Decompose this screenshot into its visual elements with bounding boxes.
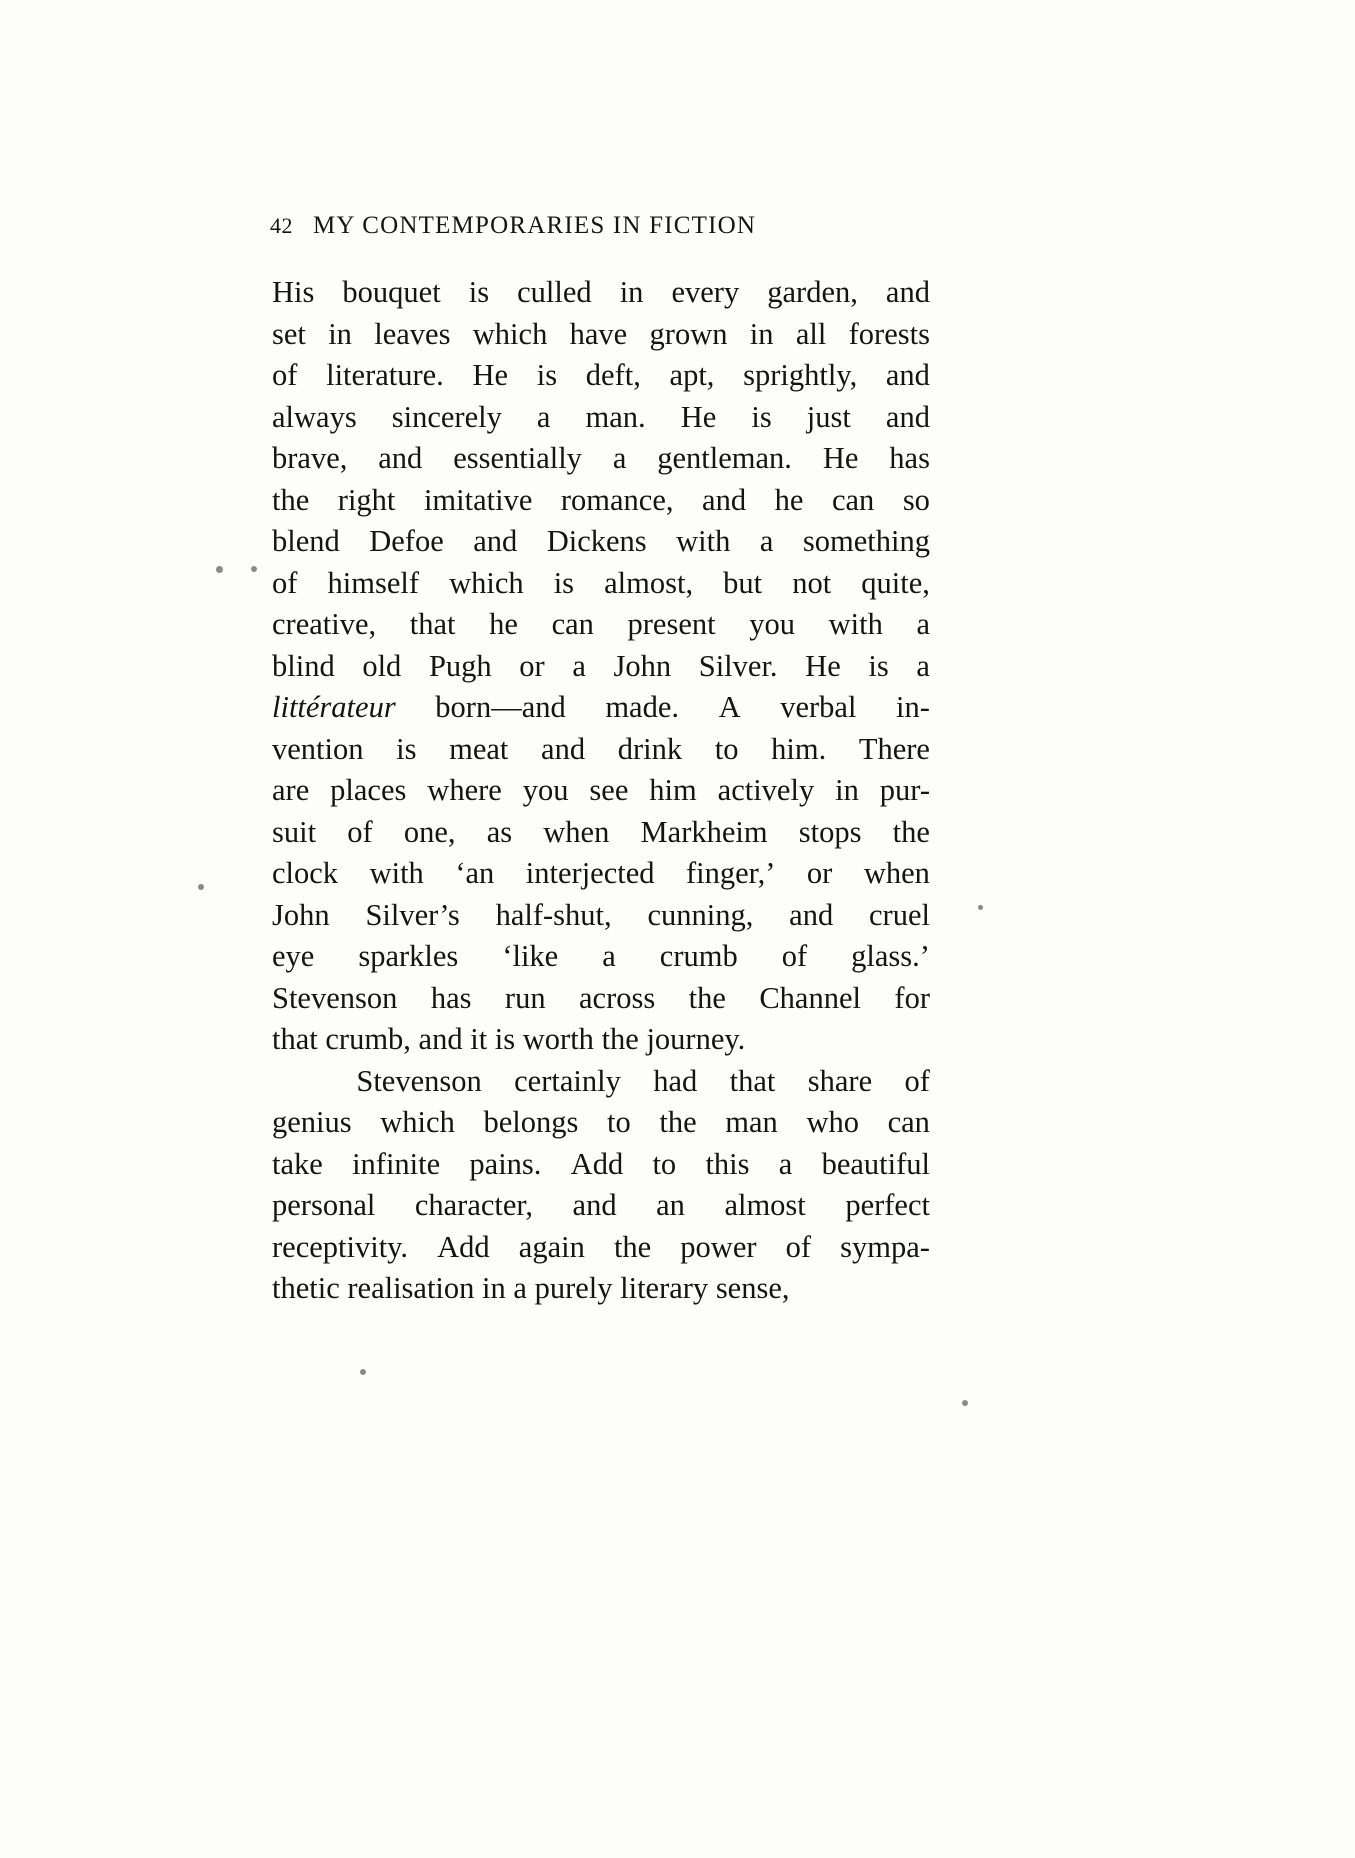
word: born—and	[435, 690, 566, 724]
word: quite,	[861, 565, 930, 600]
word: so	[902, 482, 930, 517]
text-line	[272, 438, 930, 480]
word: him.	[771, 731, 827, 766]
word: Stevenson	[272, 980, 398, 1015]
word: see	[589, 773, 629, 807]
word: pains.	[469, 1146, 542, 1181]
text-line	[272, 1185, 930, 1227]
word: in	[482, 1271, 506, 1305]
word: this	[705, 1146, 750, 1181]
word: where	[427, 773, 502, 807]
word: Stevenson	[356, 1063, 482, 1098]
word: to	[607, 1105, 631, 1139]
word: just	[806, 399, 851, 434]
word: again	[518, 1229, 585, 1264]
word: that	[272, 1022, 318, 1056]
word: John	[272, 897, 330, 932]
word: can	[551, 607, 594, 641]
word: almost	[724, 1188, 806, 1222]
word: littérateur	[272, 690, 396, 724]
text-line	[272, 1019, 930, 1061]
word: always	[272, 399, 357, 434]
text-line	[272, 853, 930, 895]
word: is	[396, 731, 417, 766]
word: with	[369, 856, 424, 890]
word: for	[894, 980, 930, 1015]
word: He	[472, 358, 509, 392]
word: is	[468, 275, 490, 309]
word: a	[513, 1271, 527, 1305]
word: have	[569, 316, 628, 351]
text-line	[272, 1268, 930, 1310]
word: as	[486, 814, 513, 849]
word: Defoe	[369, 524, 444, 558]
text-line	[272, 687, 930, 729]
word: clock	[272, 856, 339, 890]
word: and	[702, 482, 747, 517]
word: culled	[517, 275, 592, 309]
word: He	[680, 399, 717, 434]
word: literary	[620, 1271, 709, 1305]
word: Dickens	[546, 524, 647, 558]
word: leaves	[374, 316, 451, 351]
word: across	[579, 980, 656, 1015]
word: garden,	[767, 275, 858, 309]
word: creative,	[272, 607, 377, 641]
word: a	[572, 648, 586, 683]
word: of	[904, 1063, 930, 1098]
word: when	[543, 814, 610, 849]
word: gentleman.	[657, 441, 792, 475]
word: suit	[272, 814, 317, 849]
word: and	[885, 358, 930, 392]
word: Pugh	[428, 648, 492, 683]
word: in	[749, 316, 774, 351]
word: cruel	[869, 897, 930, 932]
word: finger,’	[686, 856, 776, 890]
word: he	[489, 607, 518, 641]
word: you	[749, 607, 795, 641]
word: sparkles	[358, 939, 459, 973]
word: man.	[585, 399, 646, 434]
word: in	[328, 316, 352, 351]
word: has	[430, 980, 472, 1015]
word: when	[863, 856, 930, 890]
word: blind	[272, 648, 335, 683]
ink-speck	[962, 1400, 968, 1406]
word: the	[688, 980, 726, 1015]
word: realisation	[347, 1271, 475, 1305]
ink-speck	[360, 1369, 366, 1375]
word: and	[473, 524, 518, 558]
word: a	[916, 607, 930, 641]
ink-speck	[216, 566, 223, 573]
text-line	[272, 563, 930, 605]
word: an	[656, 1188, 685, 1222]
word: crumb,	[325, 1022, 411, 1056]
paragraph-indent	[272, 1061, 324, 1103]
word: a	[602, 939, 616, 973]
text-line	[272, 1061, 930, 1103]
word: apt,	[669, 358, 715, 392]
word: old	[362, 648, 402, 683]
word: of	[785, 1229, 812, 1264]
word: crumb	[659, 939, 738, 973]
text-line	[272, 895, 930, 937]
word: and	[789, 897, 834, 932]
word: verbal	[780, 690, 857, 724]
word: Markheim	[640, 814, 768, 849]
text-line	[272, 480, 930, 522]
word: or	[519, 648, 545, 683]
word: infinite	[352, 1146, 441, 1181]
word: which	[472, 316, 548, 351]
word: but	[723, 565, 763, 600]
word: He	[805, 648, 841, 683]
text-line	[272, 604, 930, 646]
word: with	[828, 607, 883, 641]
page-number: 42	[270, 213, 293, 238]
word: in	[835, 773, 859, 807]
word: the	[659, 1105, 697, 1139]
word: imitative	[423, 482, 533, 517]
word: Add	[437, 1229, 490, 1264]
word: a	[778, 1146, 793, 1181]
word: essentially	[453, 441, 582, 475]
word: can	[831, 482, 875, 517]
word: belongs	[483, 1105, 579, 1139]
word: man	[725, 1105, 778, 1139]
word: share	[807, 1063, 873, 1098]
word: half-shut,	[495, 897, 612, 932]
word: you	[522, 773, 569, 807]
word: are	[272, 773, 310, 807]
word: something	[802, 524, 930, 558]
word: him	[649, 773, 697, 807]
word: His	[272, 275, 315, 309]
word: is	[751, 399, 772, 434]
word: literature.	[326, 358, 444, 392]
word: he	[774, 482, 804, 517]
ink-speck	[198, 884, 204, 890]
word: interjected	[525, 856, 655, 890]
word: There	[858, 731, 930, 766]
word: Silver.	[698, 648, 778, 683]
word: power	[680, 1229, 757, 1264]
word: that	[409, 607, 456, 641]
word: Add	[570, 1146, 624, 1181]
word: has	[889, 441, 930, 475]
text-line	[272, 936, 930, 978]
word: A	[718, 690, 741, 724]
word: present	[627, 607, 716, 641]
word: which	[449, 565, 524, 600]
word: and	[572, 1188, 617, 1222]
word: almost,	[604, 565, 694, 600]
word: sense,	[715, 1271, 790, 1305]
text-line	[272, 272, 930, 314]
word: John	[613, 648, 672, 683]
word: right	[337, 482, 396, 517]
word: and	[378, 441, 423, 475]
word: not	[792, 565, 832, 600]
text-line	[272, 1102, 930, 1144]
ink-speck	[251, 566, 257, 572]
page-header	[270, 212, 930, 240]
word: eye	[272, 939, 315, 973]
word: one,	[403, 814, 456, 849]
text-line	[272, 521, 930, 563]
word: and	[541, 731, 586, 766]
word: a	[759, 524, 774, 558]
word: or	[806, 856, 833, 890]
word: forests	[848, 316, 930, 351]
page-body	[272, 272, 930, 1310]
word: sympa-	[840, 1229, 930, 1264]
word: ‘an	[455, 856, 495, 890]
word: actively	[717, 773, 815, 807]
word: purely	[534, 1271, 613, 1305]
word: worth	[522, 1022, 594, 1056]
word: is	[536, 358, 558, 392]
word: perfect	[845, 1188, 930, 1222]
word: of	[347, 814, 373, 849]
word: and	[418, 1022, 463, 1056]
paragraph-2	[272, 1061, 930, 1310]
word: the	[613, 1229, 652, 1264]
text-line	[272, 812, 930, 854]
text-line	[272, 978, 930, 1020]
word: set	[272, 316, 306, 351]
text-line	[272, 1144, 930, 1186]
word: that	[729, 1063, 776, 1098]
text-line	[272, 646, 930, 688]
word: all	[795, 316, 827, 351]
word: of	[272, 565, 298, 600]
word: Silver’s	[365, 897, 460, 932]
word: can	[887, 1105, 930, 1139]
word: the	[892, 814, 930, 849]
word: made.	[605, 690, 680, 724]
word: Channel	[759, 980, 861, 1015]
ink-speck	[978, 905, 983, 910]
word: stops	[798, 814, 862, 849]
word: romance,	[560, 482, 674, 517]
word: genius	[272, 1105, 352, 1139]
word: cunning,	[647, 897, 754, 932]
word: grown	[649, 316, 728, 351]
word: bouquet	[342, 275, 441, 309]
word: in	[619, 275, 644, 309]
word: deft,	[585, 358, 641, 392]
word: and	[885, 399, 930, 434]
word: of	[781, 939, 808, 973]
word: glass.’	[851, 939, 930, 973]
word: blend	[272, 524, 340, 558]
word: a	[612, 441, 627, 475]
word: which	[380, 1105, 455, 1139]
paragraph-1	[272, 272, 930, 1061]
word: drink	[617, 731, 683, 766]
text-line	[272, 770, 930, 812]
word: every	[671, 275, 740, 309]
word: is	[494, 1022, 516, 1056]
word: himself	[327, 565, 419, 600]
word: in-	[896, 690, 930, 724]
word: brave,	[272, 441, 348, 475]
word: thetic	[272, 1271, 340, 1305]
word: character,	[414, 1188, 533, 1222]
word: He	[822, 441, 859, 475]
text-line	[272, 729, 930, 771]
word: vention	[272, 731, 364, 766]
word: and	[885, 275, 930, 309]
word: receptivity.	[272, 1229, 409, 1264]
text-line	[272, 355, 930, 397]
word: beautiful	[821, 1146, 930, 1181]
word: take	[272, 1146, 323, 1181]
word: had	[653, 1063, 698, 1098]
word: the	[272, 482, 310, 517]
word: a	[536, 399, 551, 434]
word: pur-	[879, 773, 930, 807]
word: journey.	[646, 1022, 746, 1056]
word: sincerely	[391, 399, 502, 434]
word: with	[676, 524, 731, 558]
word: is	[868, 648, 889, 683]
word: it	[470, 1022, 488, 1056]
word: sprightly,	[743, 358, 858, 392]
text-line	[272, 1227, 930, 1269]
word: places	[330, 773, 407, 807]
running-head: MY CONTEMPORARIES IN FICTION	[313, 212, 757, 239]
word: certainly	[514, 1063, 621, 1098]
word: run	[504, 980, 546, 1015]
word: meat	[449, 731, 509, 766]
word: is	[553, 565, 575, 600]
word: of	[272, 358, 298, 392]
word: to	[714, 731, 739, 766]
word: ‘like	[502, 939, 559, 973]
word: the	[601, 1022, 639, 1056]
word: to	[652, 1146, 677, 1181]
text-line	[272, 314, 930, 356]
word: personal	[272, 1188, 376, 1222]
word: who	[806, 1105, 859, 1139]
text-line	[272, 397, 930, 439]
word: a	[916, 648, 930, 683]
